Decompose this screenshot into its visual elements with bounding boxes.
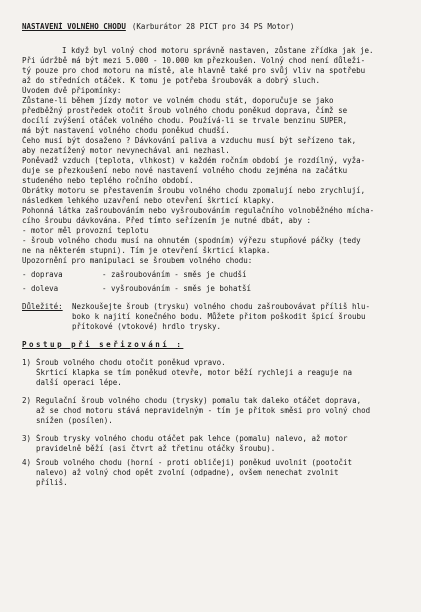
step-body xyxy=(36,434,348,454)
manipulation-direction: - doprava xyxy=(22,270,63,279)
document-heading xyxy=(22,22,413,32)
weather-line: Poněvadž vzduch (teplota, vlhkost) v každém ročním období je rozdílný, vyža- xyxy=(22,156,366,165)
fuel-paragraph xyxy=(22,206,413,226)
remarks-heading: Úvodem dvě připomínky: xyxy=(22,86,122,95)
intro-line: Při údržbě má být mezi 5.000 - 10.000 km přezkoušen. Volný chod není důleži- xyxy=(22,56,366,65)
important-line: Nezkoušejte šroub (trysku) volného chodu zašroubovávat příliš hlu- xyxy=(72,302,371,311)
conditions-list xyxy=(22,226,413,256)
procedure-step xyxy=(22,458,413,488)
goal-line: Čeho musí být dosaženo ? Dávkování paliva a vzduchu musí být seřízeno tak, xyxy=(22,136,357,145)
step-body xyxy=(36,358,352,388)
procedure-step xyxy=(22,434,413,454)
step-line: další operaci lépe. xyxy=(36,378,122,387)
rpm-line: následkem lehkého uzavření nebo otevření škrticí klapky. xyxy=(22,196,275,205)
remarks-line: má být nastavení volného chodu poněkud chudší. xyxy=(22,126,230,135)
step-number: 4) xyxy=(22,458,32,467)
condition-line: - šroub volného chodu musí na ohnutém (spodním) výřezu stupňové páčky (tedy xyxy=(22,236,361,245)
intro-line: až do středních otáček. K tomu je potřeba šroubovák a dobrý sluch. xyxy=(22,76,321,85)
manipulation-list xyxy=(22,270,413,294)
intro-paragraph xyxy=(22,46,413,86)
remarks-line: docílí zvýšení otáček volného chodu. Používá-li se trvale benzinu SUPER, xyxy=(22,116,348,125)
manipulation-row-right xyxy=(22,270,413,280)
weather-paragraph xyxy=(22,156,413,186)
fuel-line: cího šroubu dávkována. Před tímto seřízením je nutné dbát, aby : xyxy=(22,216,311,225)
step-line: Šroub trysky volného chodu otáčet pak lehce (pomalu) nalevo, až motor xyxy=(36,434,348,443)
important-line: přítokové (vtokové) hrdlo trysky. xyxy=(72,322,222,331)
fuel-line: Pohonná látka zašroubováním nebo vyšroubováním regulačního volnoběžného mícha- xyxy=(22,206,375,215)
procedure-heading: Postup při seřizování : xyxy=(22,340,184,349)
important-line: boko k najití konečného bodu. Můžete přitom poškodit špicí šroubu xyxy=(72,312,366,321)
goal-paragraph xyxy=(22,136,413,156)
weather-line: studeného nebo teplého ročního období. xyxy=(22,176,194,185)
intro-line: I když byl volný chod motoru správně nastaven, zůstane zřídka jak je. xyxy=(62,46,374,55)
step-number: 3) xyxy=(22,434,32,443)
step-line: příliš. xyxy=(36,478,68,487)
step-number: 1) xyxy=(22,358,32,367)
important-note xyxy=(22,302,413,332)
step-line: pravidelně běží (asi čtvrt až třetinu otáčky šroubu). xyxy=(36,444,276,453)
condition-line: ne na některém stupni). Tím je otevření škrticí klapka. xyxy=(22,246,271,255)
procedure-step xyxy=(22,358,413,388)
rpm-paragraph xyxy=(22,186,413,206)
step-line: Škrticí klapka se tím poněkud otevře, motor běží rychleji a reaguje na xyxy=(36,368,353,377)
procedure-step xyxy=(22,396,413,426)
remarks-line: předběžný prostředek otočit šroub volného chodu poněkud doprava, čímž se xyxy=(22,106,348,115)
remarks-paragraph xyxy=(22,96,413,136)
step-line: až se chod motoru stává nepravidelným - tím je přitok směsi pro volný chod xyxy=(36,406,371,415)
important-body xyxy=(72,302,370,332)
manipulation-row-left xyxy=(22,284,413,294)
weather-line: duje se přezkoušení nebo nové nastavení volného chodu zejména na začátku xyxy=(22,166,348,175)
step-body xyxy=(36,458,352,488)
step-body xyxy=(36,396,370,426)
important-label: Důležité: xyxy=(22,302,63,311)
step-line: Šroub volného chodu otočit poněkud vpravo. xyxy=(36,358,226,367)
intro-line: tý pouze pro chod motoru na místě, ale hlavně také pro svůj vliv na spotřebu xyxy=(22,66,366,75)
manipulation-effect: - vyšroubováním - směs je bohatší xyxy=(102,284,252,293)
condition-line: - motor měl provozní teplotu xyxy=(22,226,149,235)
document-title: NASTAVENÍ VOLNÉHO CHODU xyxy=(22,22,126,31)
manipulation-heading: Upozornění pro manipulaci se šroubem volného chodu: xyxy=(22,256,253,265)
step-line: Šroub volného chodu (horní - proti obličeji) poněkud uvolnit (pootočit xyxy=(36,458,353,467)
rpm-line: Obrátky motoru se přestavením šroubu volného chodu zpomalují nebo zrychlují, xyxy=(22,186,366,195)
goal-line: aby nezatížený motor nevynechával ani nezhasl. xyxy=(22,146,230,155)
step-line: snížen (posílen). xyxy=(36,416,113,425)
step-line: nalevo) až volný chod opět zvolní (odpadne), ovšem nenechat zvolnit xyxy=(36,468,339,477)
manipulation-direction: - doleva xyxy=(22,284,59,293)
remarks-line: Zůstane-li během jízdy motor ve volném chodu stát, doporučuje se jako xyxy=(22,96,334,105)
document-subtitle: (Karburátor 28 PICT pro 34 PS Motor) xyxy=(131,22,295,31)
step-number: 2) xyxy=(22,396,32,405)
step-line: Regulační šroub volného chodu (trysky) pomalu tak daleko otáčet doprava, xyxy=(36,396,362,405)
manipulation-effect: - zašroubováním - směs je chudší xyxy=(102,270,247,279)
